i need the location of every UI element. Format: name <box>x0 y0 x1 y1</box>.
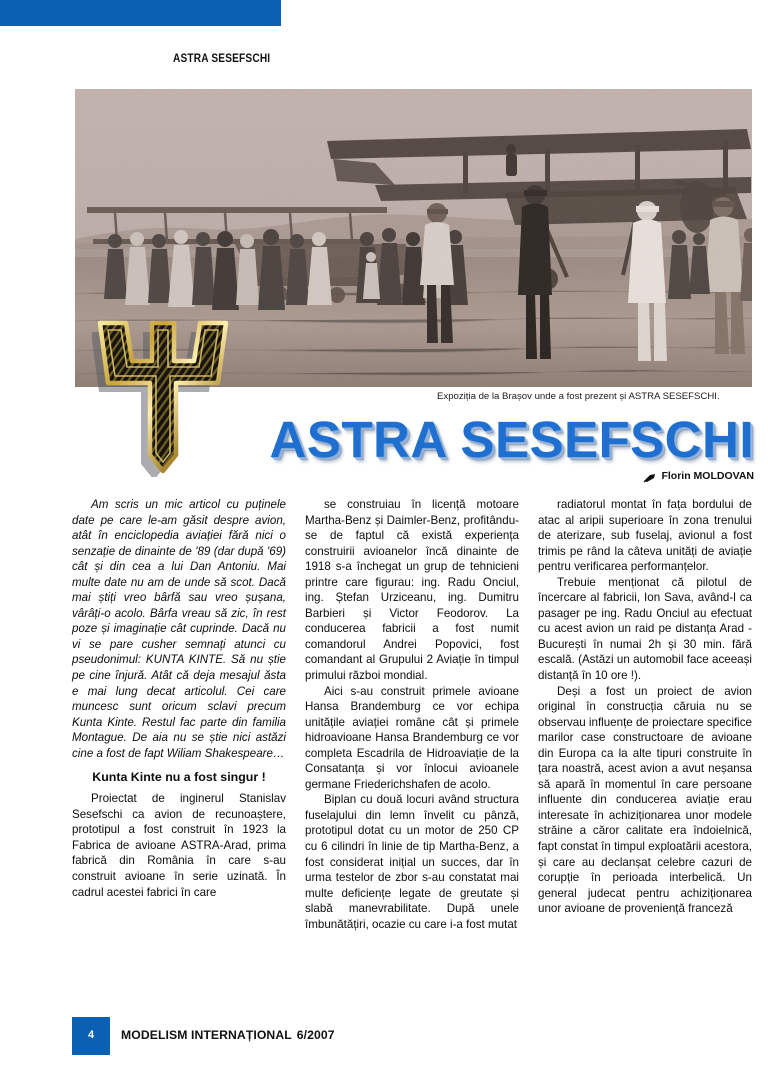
paragraph: Biplan cu două locuri având structura fuselajului din lemn învelit cu pânză, prototipul dotat cu un motor de 250 CP cu 6 cilindri în linie de tip Martha-Benz, a fost considerat inițial un succes, dar în urma testelor de zbor s-au constatat mai multe deficiențe legate de greutate și slabă manevrabilitate. După unele îmbunătățiri, ocazie cu care i-a fost mutat <box>305 793 519 931</box>
paragraph: se construiau în licență motoare Martha-Benz și Daimler-Benz, profitându-se de faptul că există experiența construirii avioanelor încă dinainte de 1918 s-a închegat un grup de tehnicieni printre care figurau: ing. Radu Onciul, ing. Ștefan Urziceanu, ing. Dumitru Barbieri și Victor Feodorov. La conducerea fabricii a fost numit comandorul Andrei Popovici, fost comandant al Grupului 2 Aviație în timpul primului război mondial. <box>305 498 519 683</box>
photo-caption: Expoziția de la Brașov unde a fost prezent și ASTRA SESEFSCHI. <box>437 391 720 402</box>
article-body-columns <box>72 497 752 1007</box>
article-photo <box>75 89 752 387</box>
photo-illustration <box>75 89 752 387</box>
pen-nib-icon <box>643 473 655 482</box>
body-column-2 <box>305 497 519 1007</box>
body-column-1 <box>72 497 286 1007</box>
paragraph: radiatorul montat în fața bordului de atac al aripii superioare în zona trenului de aterizare, sub fuselaj, avionul a fost trimis pe rând la câteva unități de aviație pentru verificarea performanțelor. <box>538 498 752 574</box>
article-headline: ASTRA SESEFSCHI <box>269 411 754 468</box>
footer-page-number: 4 <box>87 1029 95 1041</box>
paragraph: Proiectat de inginerul Stanislav Sesefschi ca avion de recunoaștere, prototipul a fost construit în 1923 la Fabrica de avioane ASTRA-Arad, prima fabrică din România în care s-au construit avioane în serie uzinată. În cadrul acestei fabrici în care <box>72 792 286 899</box>
paragraph: Deși a fost un proiect de avion original în construcția căruia nu se observau influențe de proiectare specifice marilor case constructoare de avioane din Europa ca la alte tipuri construite în țara noastră, acest avion a avut neșansa să apară în momentul în care persoane influente din conducerea aviație erau interesate în achiziționarea unor modele străine a căror calitate era îndoielnică, fapt constat în timpul exploatării acestora, și care au declanșat celebre cazuri de corupție în perioada interbelică. Un general judecat pentru achiziționarea unor avioane de proveniență franceză <box>538 684 752 916</box>
byline-author: Florin MOLDOVAN <box>661 470 754 482</box>
top-accent-bar <box>0 0 281 26</box>
footer-magazine-line <box>121 1028 335 1042</box>
paragraph: Aici s-au construit primele avioane Hansa Brandemburg ce vor echipa unitățile aviației române cât și primele hidroavioane Hansa Brandemburg ce vor completa Escadrila de Hidroaviație de la Consatanța și vor înlocui avioanele germane Friederichshafen de acolo. <box>305 684 519 791</box>
section-subheading: Kunta Kinte nu a fost singur ! <box>92 770 266 785</box>
footer-magazine-name: MODELISM INTERNAȚIONAL <box>121 1028 292 1042</box>
footer-issue: 6/2007 <box>296 1028 335 1042</box>
running-head: ASTRA SESEFSCHI <box>173 53 271 65</box>
paragraph: Am scris un mic articol cu puținele date pe care le-am găsit despre avion, atât în enciclopedia aviației fără nici o senzație de dinainte de '89 (dar după '69) cât și din cea a lui Dan Antoniu. Mai multe date nu am de unde să scot. Dacă mai știți vreo bârfă sau vreo șușana, vârâți-o acolo. Bârfa vreau să zic, în rest poze și imaginație cât cuprinde. Dacă nu vi se pare cusher semnați atunci cu pseudonimul: KUNTA KINTE. Să nu știe pe cine înjură. Atât că deja mesajul ăsta e mai lung decat articolul. Cei care muncesc sunt oricum sclavi precum Kunta Kinte. Restul fac parte din familia Montague. De aia nu se știe nici astăzi cine a fost de fapt Wiliam Shakespeare… <box>72 498 286 760</box>
body-column-3 <box>538 497 752 1007</box>
paragraph: Trebuie menționat că pilotul de încercare al fabricii, Ion Sava, având-l ca pasager pe ing. Radu Onciul au efectuat cu acest avion un raid pe distanța Arad - București în numai 2h și 30 min. fără escală. (Astăzi un automobil face aceeași distanță în 10 ore !). <box>538 575 752 683</box>
article-byline <box>643 470 754 482</box>
